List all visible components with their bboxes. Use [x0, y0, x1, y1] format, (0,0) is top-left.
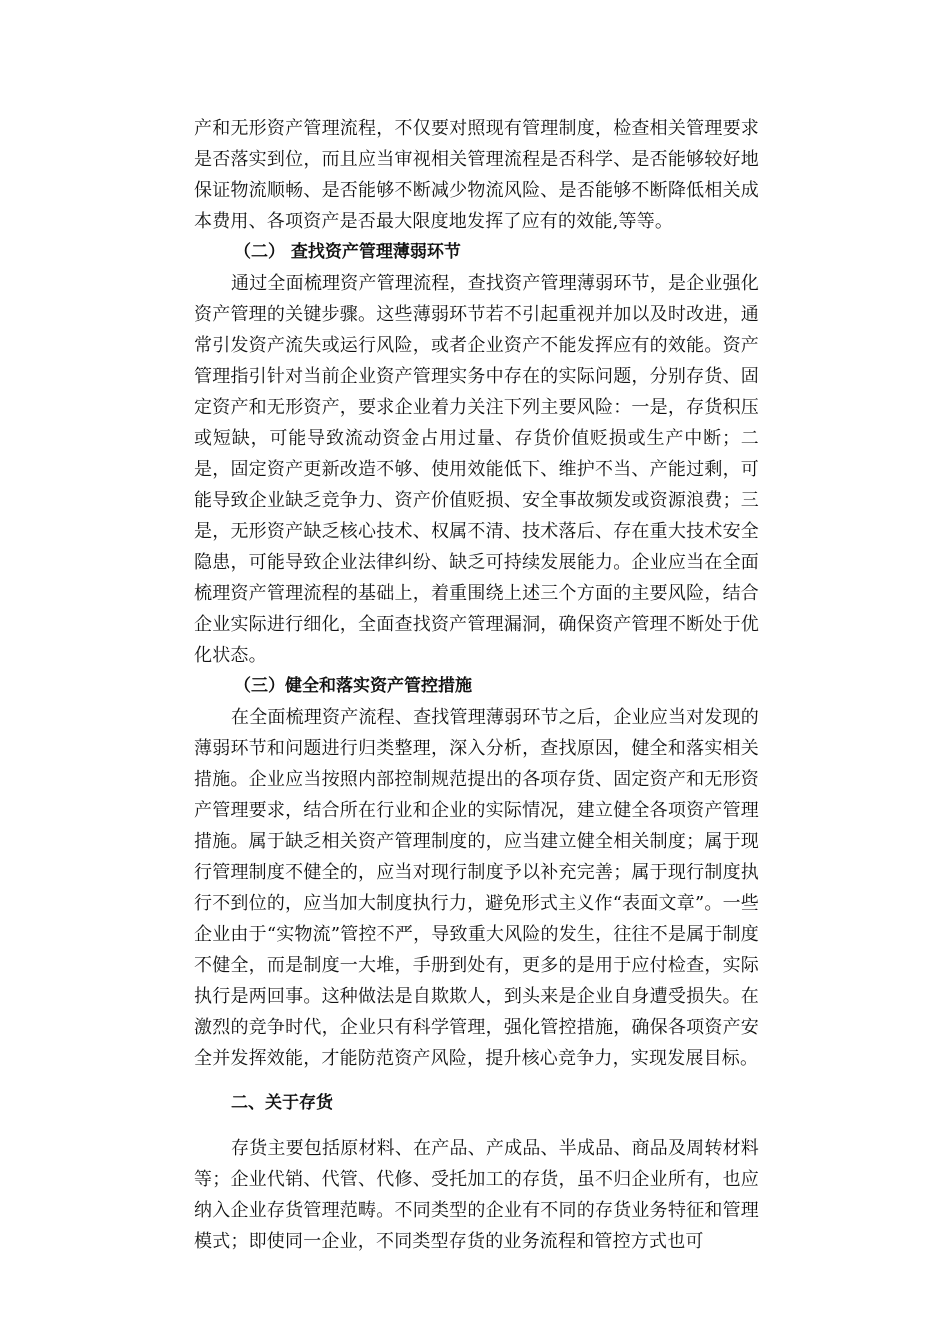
paragraph-control-measures: 在全面梳理资产流程、查找管理薄弱环节之后，企业应当对发现的薄弱环节和问题进行归类整理，深入分析，查找原因，健全和落实相关措施。企业应当按照内部控制规范提出的各项存货、固定资产和无形资产管理要求，结合所在行业和企业的实际情况，建立健全各项资产管理措施。属于缺乏相关资产管理制度的，应当建立健全相关制度；属于现行管理制度不健全的，应当对现行制度予以补充完善；属于现行制度执行不到位的，应当加大制度执行力，避免形式主义作“表面文章”。一些企业由于“实物流”管控不严，导致重大风险的发生，往往不是属于制度不健全，而是制度一大堆，手册到处有，更多的是用于应付检查，实际执行是两回事。这种做法是自欺欺人，到头来是企业自身遭受损失。在激烈的竞争时代，企业只有科学管理，强化管控措施，确保各项资产安全并发挥效能，才能防范资产风险，提升核心竞争力，实现发展目标。: [194, 707, 759, 1069]
section-heading-inventory: 二、关于存货: [231, 1093, 333, 1113]
heading-control-measures: （三）健全和落实资产管控措施: [234, 676, 472, 696]
paragraph-weak-links: 通过全面梳理资产管理流程，查找资产管理薄弱环节，是企业强化资产管理的关键步骤。这些薄弱环节若不引起重视并加以及时改进，通常引发资产流失或运行风险，或者企业资产不能发挥应有的效能。资产管理指引针对当前企业资产管理实务中存在的实际问题，分别存货、固定资产和无形资产，要求企业着力关注下列主要风险：一是，存货积压或短缺，可能导致流动资金占用过量、存货价值贬损或生产中断；二是，固定资产更新改造不够、使用效能低下、维护不当、产能过剩，可能导致企业缺乏竞争力、资产价值贬损、安全事故频发或资源浪费；三是，无形资产缺乏核心技术、权属不清、技术落后、存在重大技术安全隐患，可能导致企业法律纠纷、缺乏可持续发展能力。企业应当在全面梳理资产管理流程的基础上，着重围绕上述三个方面的主要风险，结合企业实际进行细化，全面查找资产管理漏洞，确保资产管理不断处于优化状态。: [194, 273, 759, 666]
paragraph-inventory: 存货主要包括原材料、在产品、产成品、半成品、商品及周转材料等；企业代销、代管、代修、受托加工的存货，虽不归企业所有，也应纳入企业存货管理范畴。不同类型的企业有不同的存货业务特征和管理模式；即使同一企业，不同类型存货的业务流程和管控方式也可: [194, 1138, 759, 1252]
paragraph-asset-process-review: 产和无形资产管理流程，不仅要对照现有管理制度，检查相关管理要求是否落实到位，而且应当审视相关管理流程是否科学、是否能够较好地保证物流顺畅、是否能够不断减少物流风险、是否能够不断降低相关成本费用、各项资产是否最大限度地发挥了应有的效能,等等。: [194, 118, 759, 232]
heading-find-weak-links: （二） 查找资产管理薄弱环节: [234, 242, 461, 262]
document-page: [194, 113, 759, 1257]
